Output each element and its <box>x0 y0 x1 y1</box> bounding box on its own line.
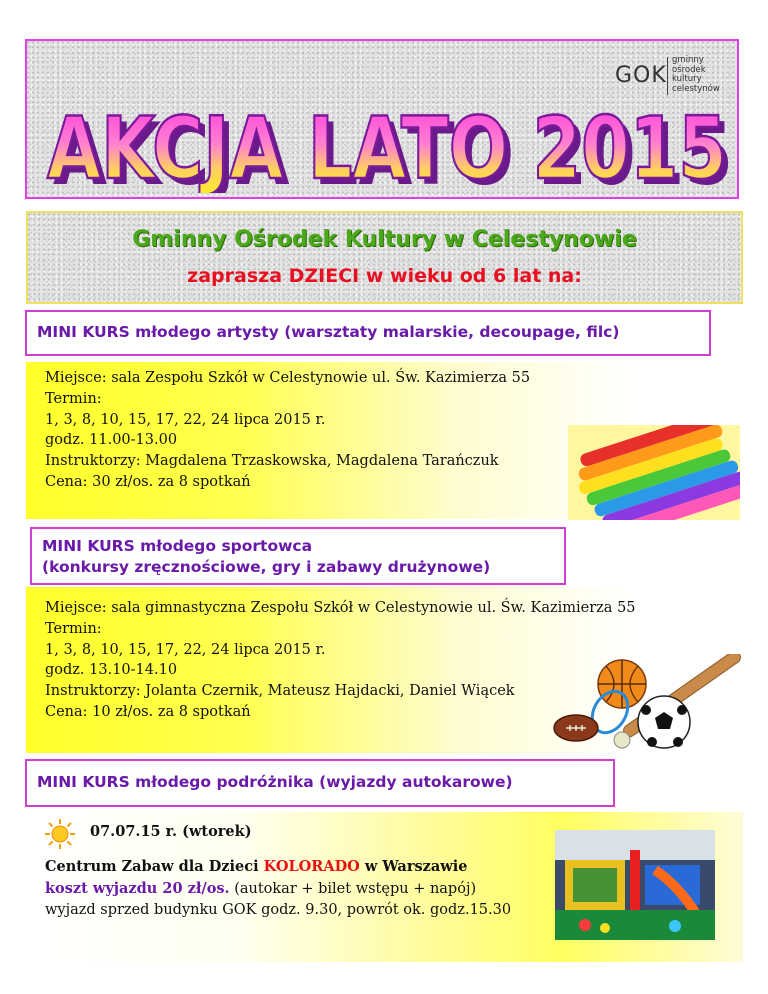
logo-line: kultury <box>672 74 702 84</box>
invitation-text: zaprasza DZIECI w wieku od 6 lat na: <box>187 265 582 287</box>
course-traveler-title: MINI KURS młodego podróżnika (wyjazdy autokarowe) <box>25 759 615 807</box>
trip-cost-bold: koszt wyjazdu 20 zł/os. <box>45 879 230 897</box>
detail-line: Instruktorzy: Magdalena Trzaskowska, Magdalena Tarańczuk <box>45 453 499 470</box>
header-banner <box>25 39 739 199</box>
logo-line: celestynów <box>672 83 720 94</box>
title-text: AKCJA LATO 2015 <box>47 99 727 193</box>
logo-divider <box>667 57 668 95</box>
trip-cost-rest: (autokar + bilet wstępu + napój) <box>229 880 477 897</box>
logo-line: ośrodek <box>672 64 706 75</box>
detail-line: godz. 13.10-14.10 <box>45 662 178 679</box>
trip-cost <box>45 878 511 901</box>
main-title <box>37 93 737 193</box>
detail-line: Miejsce: sala gimnastyczna Zespołu Szkół w Celestynowie ul. Św. Kazimierza 55 <box>45 600 636 616</box>
trip-place-suffix: w Warszawie <box>359 858 468 875</box>
detail-line: Termin: <box>45 620 102 637</box>
course-sportsman-title <box>30 527 566 585</box>
trip-departure: wyjazd sprzed budynku GOK godz. 9.30, powrót ok. godz.15.30 <box>45 902 512 918</box>
detail-line: 1, 3, 8, 10, 15, 17, 22, 24 lipca 2015 r. <box>45 641 326 658</box>
invitation-block <box>26 211 743 304</box>
trip-date: 07.07.15 r. (wtorek) <box>90 823 252 840</box>
detail-line: Instruktorzy: Jolanta Czernik, Mateusz Hajdacki, Daniel Wiącek <box>45 683 515 700</box>
organizer-name: Gminny Ośrodek Kultury w Celestynowie <box>132 227 637 252</box>
detail-line: Cena: 30 zł/os. za 8 spotkań <box>45 473 251 490</box>
trip-place-highlight: KOLORADO <box>263 858 360 875</box>
trip-place-prefix: Centrum Zabaw dla Dzieci <box>45 858 264 875</box>
sun-icon <box>44 818 76 850</box>
detail-line: Miejsce: sala Zespołu Szkół w Celestynowie ul. Św. Kazimierza 55 <box>45 370 531 386</box>
detail-line: Cena: 10 zł/os. za 8 spotkań <box>45 703 251 720</box>
course-sportsman-details <box>45 598 636 723</box>
trip-place <box>45 856 511 878</box>
logo-abbr: GOK <box>615 63 667 88</box>
playground-image <box>555 830 715 940</box>
logo-text <box>672 56 720 94</box>
detail-line: 1, 3, 8, 10, 15, 17, 22, 24 lipca 2015 r. <box>45 411 326 428</box>
crayons-image <box>568 425 740 520</box>
course-artist-title: MINI KURS młodego artysty (warsztaty malarskie, decoupage, filc) <box>25 310 711 356</box>
course-sportsman-title-line2: (konkursy zręcznościowe, gry i zabawy drużynowe) <box>42 558 491 576</box>
main-title-art <box>37 93 737 193</box>
course-artist-details <box>45 368 530 493</box>
logo-line: gminny <box>672 55 704 65</box>
gok-logo <box>615 53 723 97</box>
trip-details <box>45 856 511 922</box>
sports-balls-image <box>552 654 744 754</box>
detail-line: godz. 11.00-13.00 <box>45 432 178 449</box>
course-sportsman-title-line1: MINI KURS młodego sportowca <box>42 537 313 555</box>
title-shadow: AKCJA LATO 2015 <box>53 105 733 193</box>
detail-line: Termin: <box>45 390 102 407</box>
